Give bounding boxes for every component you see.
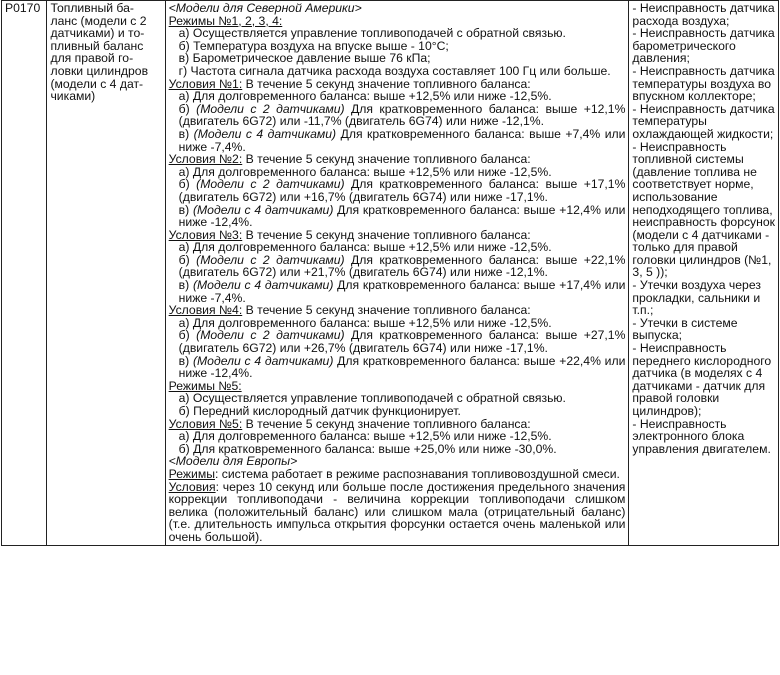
dtc-name-line: ловки цилиндров bbox=[50, 63, 149, 78]
fault-item: - Утечки в системе выпуска; bbox=[632, 315, 738, 343]
condition-long-term: а) Для долговременного баланса: выше +12,5% или ниже -12,5%. bbox=[178, 429, 552, 444]
model-note: (Модели с 4 датчиками) bbox=[192, 202, 334, 217]
model-note: (Модели с 4 датчиками) bbox=[192, 353, 334, 368]
item-prefix: б) bbox=[178, 252, 197, 267]
item-prefix: в) bbox=[178, 353, 193, 368]
condition-intro: В течение 5 секунд значение топливного баланса: bbox=[242, 303, 531, 318]
modes-5-title: Режимы №5: bbox=[168, 378, 242, 393]
mode-item: в) Барометрическое давление выше 76 кПа; bbox=[178, 51, 431, 66]
mode-item: б) Передний кислородный датчик функционирует. bbox=[178, 404, 461, 418]
condition-3 bbox=[169, 229, 626, 305]
condition-title: Условия №3: bbox=[168, 227, 243, 242]
mode-item: б) Температура воздуха на впуске выше - 10°С; bbox=[178, 38, 449, 53]
condition-title: Условия №5: bbox=[168, 416, 243, 431]
condition-short-term-2-sensors bbox=[169, 329, 626, 354]
condition-short-term-2-sensors bbox=[169, 178, 626, 203]
fault-item: - Неисправность датчика барометрического давления; bbox=[632, 26, 775, 66]
fault-item: - Неисправность датчика температуры воздуха во впускном коллекторе; bbox=[632, 63, 775, 104]
dtc-name-line: (модели с 4 дат- bbox=[50, 76, 144, 91]
model-note: (Модели с 2 датчиками) bbox=[196, 101, 345, 116]
dtc-name-line: пливный баланс bbox=[50, 38, 144, 53]
dtc-name-line: датчиками) и то- bbox=[50, 26, 145, 41]
condition-intro: В течение 5 секунд значение топливного баланса: bbox=[242, 227, 531, 242]
dtc-name-line: чиками) bbox=[50, 89, 96, 104]
model-note: (Модели с 2 датчиками) bbox=[196, 252, 345, 267]
condition-text: Для кратковременного баланса: выше +12,4% или ниже -12,4%. bbox=[178, 202, 626, 230]
condition-intro: В течение 5 секунд значение топливного баланса: bbox=[242, 416, 531, 431]
dtc-name-cell bbox=[47, 1, 165, 546]
condition-title: Условия №2: bbox=[168, 152, 243, 167]
condition-short-term-4-sensors bbox=[169, 279, 626, 304]
condition-long-term: а) Для долговременного баланса: выше +12,5% или ниже -12,5%. bbox=[178, 315, 552, 330]
item-prefix: б) bbox=[178, 101, 197, 116]
eu-conditions-text: : через 10 секунд или больше после достижения предельного значения коррекции топливоподачи - величина коррекции топливоподачи слишком велика (положительный баланс) или слишком мала (отрицательный баланс) (т.е. длительность импульса открытия форсунки остается очень маленькой или очень большой). bbox=[168, 479, 626, 544]
condition-text: Для кратковременного баланса: выше +17,4% или ниже -7,4%. bbox=[178, 278, 626, 305]
dtc-table bbox=[1, 0, 779, 546]
eu-conditions bbox=[169, 481, 626, 544]
condition-text: Для кратковременного баланса: выше +27,1% (двигатель 6G72) или +26,7% (двигатель 6G74) или ниже -17,1%. bbox=[178, 328, 626, 356]
item-prefix: в) bbox=[178, 126, 194, 141]
model-note: (Модели с 4 датчиками) bbox=[192, 278, 334, 293]
dtc-name-line: для правой го- bbox=[50, 51, 134, 66]
condition-text: Для кратковременного баланса: выше +22,1% (двигатель 6G72) или +21,7% (двигатель 6G74) или ниже -12,1%. bbox=[178, 252, 626, 280]
modes-1234-title: Режимы №1, 2, 3, 4: bbox=[168, 13, 283, 28]
item-prefix: в) bbox=[178, 278, 193, 293]
condition-long-term: а) Для долговременного баланса: выше +12,5% или ниже -12,5%. bbox=[178, 89, 552, 104]
probable-causes-cell bbox=[629, 1, 779, 546]
condition-4 bbox=[169, 304, 626, 380]
condition-short-term-4-sensors bbox=[169, 204, 626, 229]
condition-title: Условия №4: bbox=[168, 303, 243, 318]
mode-item: а) Осуществляется управление топливоподачей с обратной связью. bbox=[178, 26, 566, 41]
model-note: (Модели с 2 датчиками) bbox=[196, 177, 345, 192]
condition-short-term-4-sensors bbox=[169, 128, 626, 153]
dtc-code: P0170 bbox=[5, 1, 41, 15]
condition-long-term: а) Для долговременного баланса: выше +12,5% или ниже -12,5%. bbox=[178, 240, 552, 255]
dtc-name-line: Топливный ба- bbox=[50, 1, 134, 15]
item-prefix: в) bbox=[178, 202, 193, 217]
na-models-header: <Модели для Северной Америки> bbox=[168, 1, 362, 15]
fault-item: - Неисправность электронного блока управления двигателем. bbox=[632, 416, 771, 456]
fault-item: - Неисправность датчика температуры охлаждающей жидкости; bbox=[632, 101, 775, 141]
item-prefix: б) bbox=[178, 177, 197, 192]
model-note: (Модели с 2 датчиками) bbox=[196, 328, 345, 343]
condition-title: Условия №1: bbox=[168, 76, 243, 91]
eu-modes-text: : система работает в режиме распознавания топливовоздушной смеси. bbox=[215, 466, 620, 481]
condition-short-term-2-sensors bbox=[169, 254, 626, 279]
condition-1 bbox=[169, 78, 626, 154]
condition-short-term-4-sensors bbox=[169, 355, 626, 380]
fault-item: - Неисправность переднего кислородного датчика (в моделях с 4 датчиками - датчик для правой головки цилиндров); bbox=[632, 341, 772, 418]
dtc-name-line: ланс (модели с 2 bbox=[50, 13, 147, 28]
eu-models-header: <Модели для Европы> bbox=[168, 454, 298, 469]
condition-text: Для кратковременного баланса: выше +22,4% или ниже -12,4%. bbox=[178, 353, 626, 381]
condition-5 bbox=[169, 418, 626, 456]
condition-text: Для кратковременного баланса: выше +7,4% или ниже -7,4%. bbox=[178, 126, 626, 154]
item-prefix: б) bbox=[178, 328, 197, 343]
mode-item: а) Осуществляется управление топливоподачей с обратной связью. bbox=[178, 391, 566, 406]
fault-item: - Неисправность топливной системы (давление топлива не соответствует норме, использование неподходящего топлива, неисправность форсунок (модели с 4 датчиками - только для правой головки цилиндров (№1, 3, 5 )); bbox=[632, 139, 775, 280]
condition-intro: В течение 5 секунд значение топливного баланса: bbox=[242, 152, 531, 167]
condition-2 bbox=[169, 153, 626, 229]
model-note: (Модели с 4 датчиками) bbox=[193, 126, 337, 141]
dtc-row-p0170 bbox=[2, 1, 779, 546]
condition-text: Для кратковременного баланса: выше +12,1% (двигатель 6G72) или -11,7% (двигатель 6G74) или ниже -12,1%. bbox=[178, 101, 626, 129]
condition-text: Для кратковременного баланса: выше +17,1% (двигатель 6G72) или +16,7% (двигатель 6G74) или ниже -17,1%. bbox=[178, 177, 626, 204]
fault-item: - Утечки воздуха через прокладки, сальники и т.п.; bbox=[632, 278, 761, 318]
eu-conditions-label: Условия bbox=[168, 479, 216, 494]
condition-long-term: а) Для долговременного баланса: выше +12,5% или ниже -12,5%. bbox=[178, 164, 552, 179]
condition-short-term: б) Для кратковременного баланса: выше +25,0% или ниже -30,0%. bbox=[178, 441, 557, 456]
dtc-code-cell bbox=[2, 1, 47, 546]
mode-item: г) Частота сигнала датчика расхода воздуха составляет 100 Гц или больше. bbox=[178, 63, 611, 78]
condition-short-term-2-sensors bbox=[169, 103, 626, 128]
fault-item: - Неисправность датчика расхода воздуха; bbox=[632, 1, 775, 28]
condition-intro: В течение 5 секунд значение топливного баланса: bbox=[242, 76, 531, 91]
detection-conditions-cell bbox=[165, 1, 629, 546]
eu-modes-label: Режимы bbox=[168, 466, 215, 481]
